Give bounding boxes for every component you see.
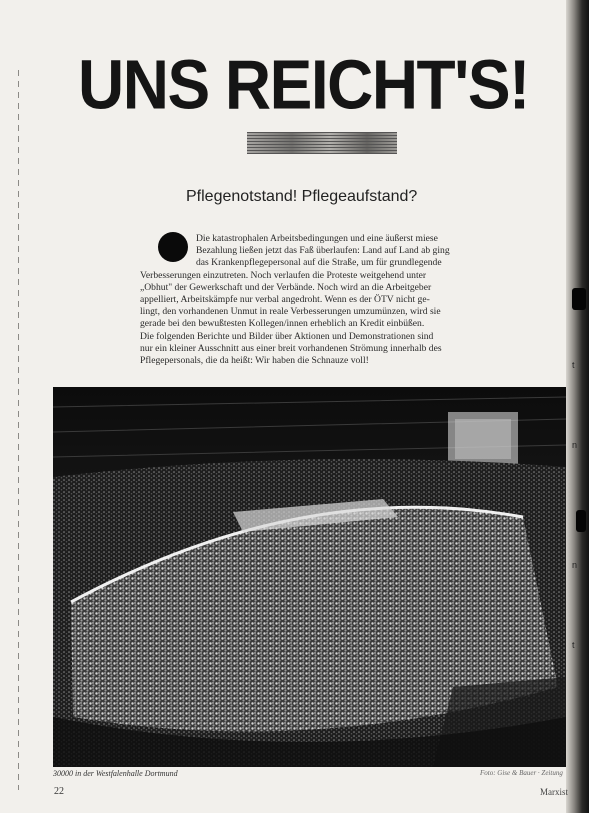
body-line: Pflegepersonals, die da heißt: Wir haben die Schnauze voll! [140,355,369,367]
body-line: gerade bei den bewußtesten Kollegen/innen erheblich an Kredit einbüßen. [140,318,425,330]
body-line: lingt, den vorhandenen Unmut in reale Verbesserungen umzumünzen, wird sie [140,306,441,318]
adjacent-page-mark [576,510,586,532]
body-line: Die folgenden Berichte und Bilder über Aktionen und Demonstrationen sind [140,330,434,342]
adjacent-page-text: n [572,440,578,450]
headline: UNS REICHT'S! [78,45,529,124]
arena-crowd-photo [53,387,566,767]
photo-credit: Foto: Gise & Bauer · Zeitung [480,769,563,777]
adjacent-page-text: t [572,360,575,370]
body-line: appelliert, Arbeitskämpfe nur verbal angedroht. Wenn es der ÖTV nicht ge- [140,294,430,306]
adjacent-page-edge [566,0,589,813]
left-margin-rule [18,70,19,790]
decorative-stripe-bar [247,132,397,154]
body-line: nur ein kleiner Ausschnitt aus einer breit vorhandenen Strömung innerhalb des [140,342,442,354]
adjacent-page-text: t [572,640,575,650]
footer-magazine-name: Marxist [540,787,568,797]
body-line: das Krankenpflegepersonal auf die Straße, um für grundlegende [196,257,442,269]
subheadline: Pflegenotstand! Pflegeaufstand? [186,188,418,205]
adjacent-page-text: n [572,560,578,570]
body-line: „Obhut" der Gewerkschaft und der Verbände. Noch wird an die Arbeitgeber [140,281,432,293]
crowd-photo-image [53,387,566,767]
page-number: 22 [54,786,64,797]
body-line: Bezahlung ließen jetzt das Faß überlaufen: Land auf Land ab ging [196,245,450,257]
adjacent-page-mark [572,288,586,310]
photo-caption: 30000 in der Westfalenhalle Dortmund [53,769,178,778]
intro-paragraph [140,233,460,367]
body-line: Die katastrophalen Arbeitsbedingungen und eine äußerst miese [196,233,438,244]
body-line: Verbesserungen einzutreten. Noch verlaufen die Proteste weitgehend unter [140,269,427,281]
